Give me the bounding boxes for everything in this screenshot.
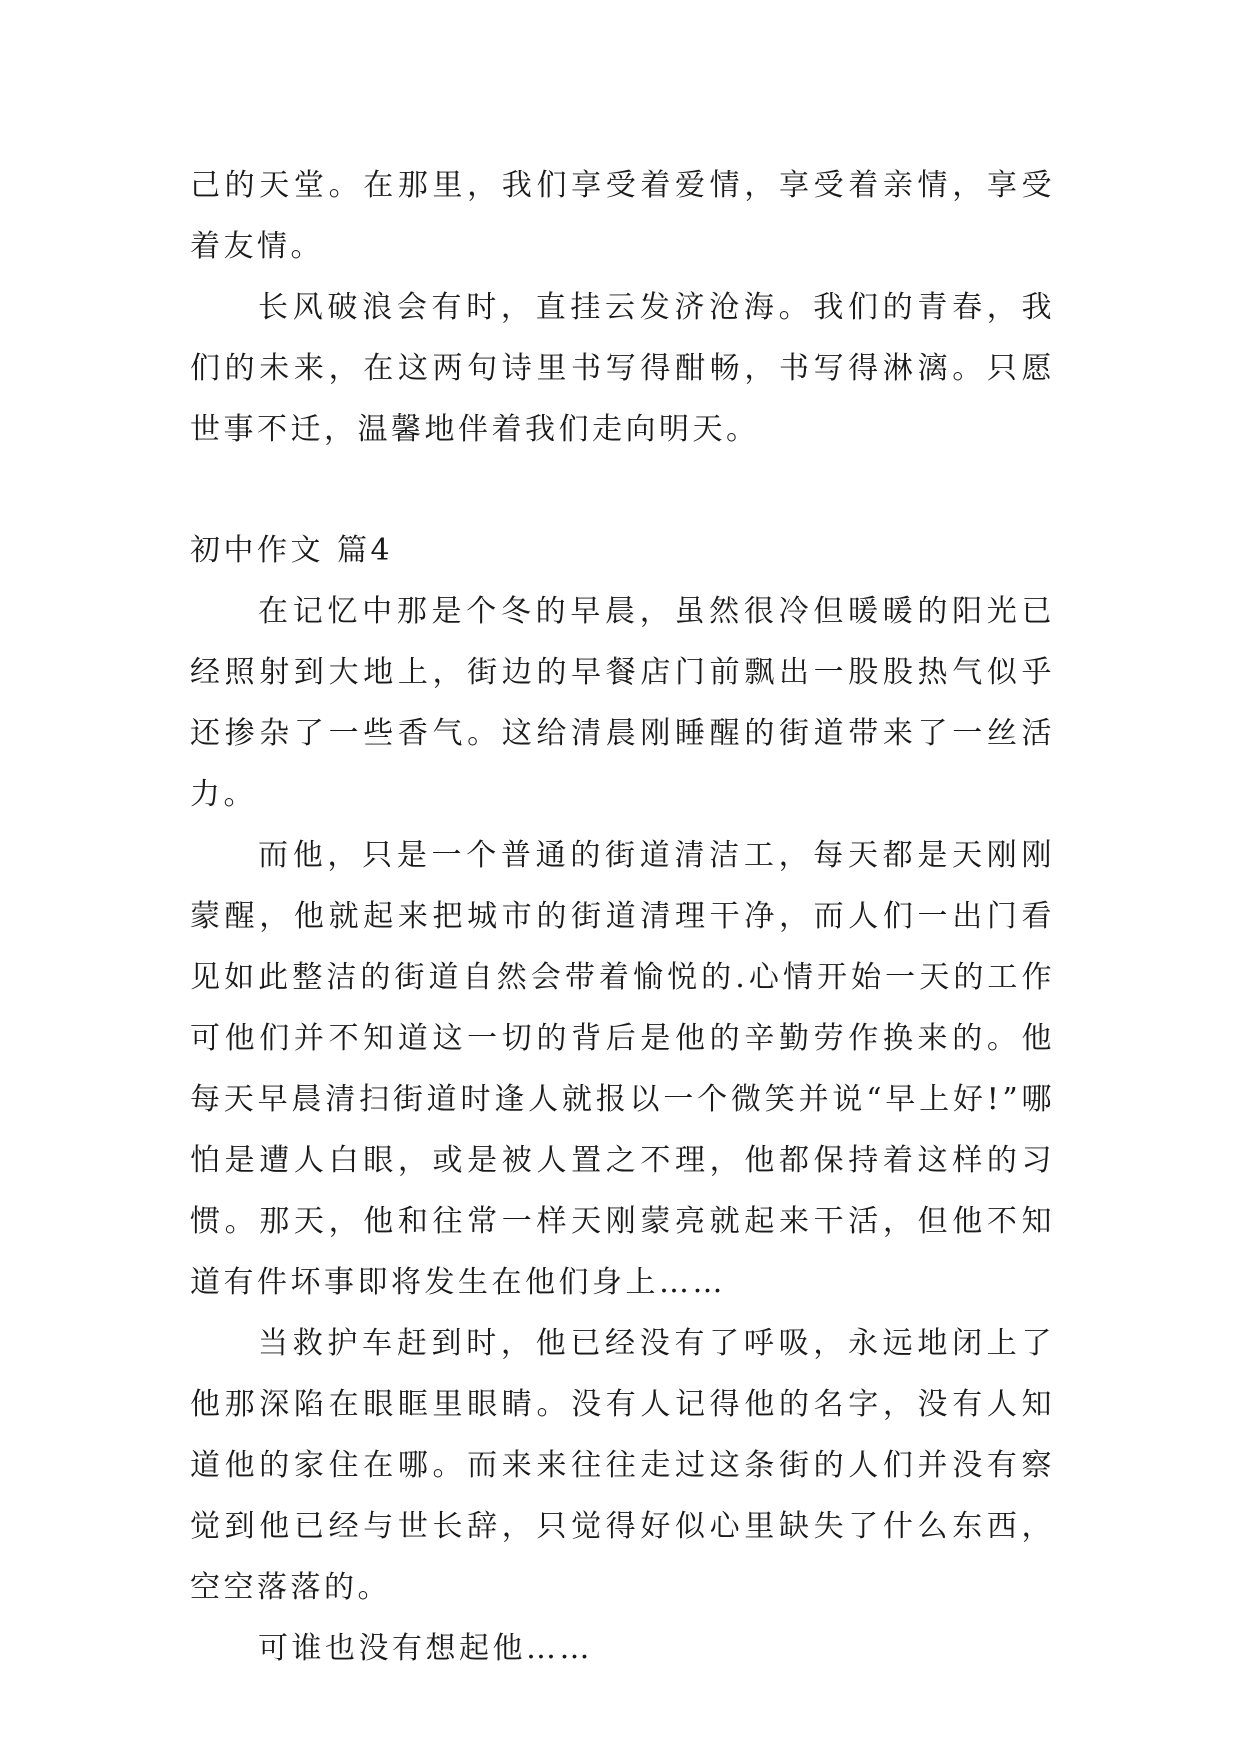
paragraph: 长风破浪会有时，直挂云发济沧海。我们的青春，我们的未来，在这两句诗里书写得酣畅，书写得淋漓。只愿世事不迁，温馨地伴着我们走向明天。 xyxy=(190,290,1055,447)
document-body xyxy=(190,155,1055,1679)
paragraph: 可谁也没有想起他…… xyxy=(258,1631,593,1666)
paragraph-continued: 己的天堂。在那里，我们享受着爱情，享受着亲情，享受着友情。 xyxy=(190,168,1055,264)
section-title: 初中作文 篇4 xyxy=(190,533,394,568)
paragraph: 而他，只是一个普通的街道清洁工，每天都是天刚刚蒙醒，他就起来把城市的街道清理干净，而人们一出门看见如此整洁的街道自然会带着愉悦的.心情开始一天的工作可他们并不知道这一切的背后是他的辛勤劳作换来的。他每天早晨清扫街道时逢人就报以一个微笑并说“早上好!”哪怕是遭人白眼，或是被人置之不理，他都保持着这样的习惯。那天，他和往常一样天刚蒙亮就起来干活，但他不知道有件坏事即将发生在他们身上…… xyxy=(190,838,1055,1300)
section-spacer xyxy=(190,460,1055,520)
paragraph: 在记忆中那是个冬的早晨，虽然很冷但暖暖的阳光已经照射到大地上，街边的早餐店门前飘出一股股热气似乎还掺杂了一些香气。这给清晨刚睡醒的街道带来了一丝活力。 xyxy=(190,594,1055,812)
paragraph: 当救护车赶到时，他已经没有了呼吸，永远地闭上了他那深陷在眼眶里眼睛。没有人记得他的名字，没有人知道他的家住在哪。而来来往往走过这条街的人们并没有察觉到他已经与世长辞，只觉得好似心里缺失了什么东西，空空落落的。 xyxy=(190,1326,1055,1605)
